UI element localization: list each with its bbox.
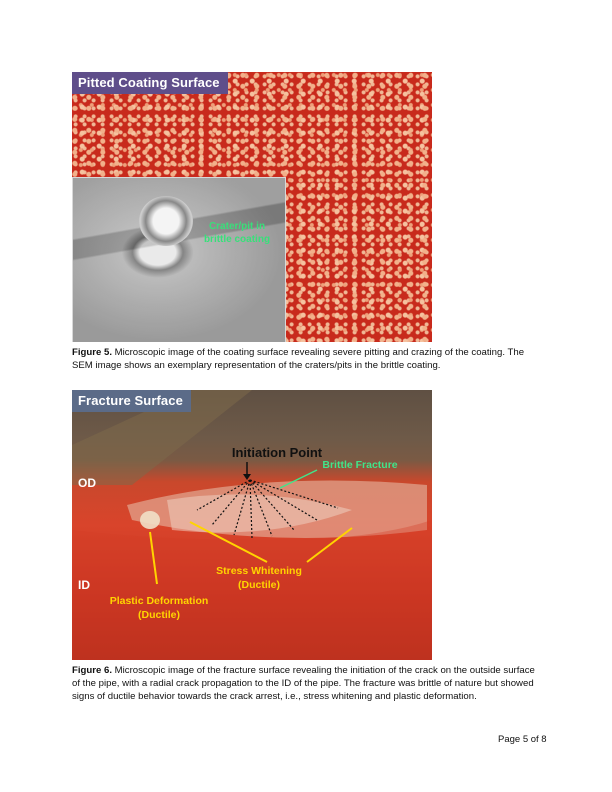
initiation-point-label: Initiation Point [231, 445, 323, 460]
brittle-fracture-label: Brittle Fracture [322, 459, 398, 471]
stress-whitening-label: Stress Whitening (Ductile) [216, 565, 302, 591]
figure-5-caption-text: Microscopic image of the coating surface revealing severe pitting and crazing of the coating. The SEM image shows an exemplary representation of the craters/pits in the brittle coating. [72, 347, 525, 371]
od-label: OD [78, 476, 96, 490]
figure-6-caption [72, 664, 542, 703]
figure-6-caption-number: Figure 6. [72, 665, 112, 676]
figure-6-label: Fracture Surface [72, 390, 191, 412]
sem-inset-image [72, 177, 286, 342]
figure-5-label: Pitted Coating Surface [72, 72, 228, 94]
figure-5-image [72, 72, 432, 342]
sem-crater-label: Crater/pit in brittle coating [203, 221, 271, 245]
plastic-deformation-label: Plastic Deformation (Ductile) [109, 595, 209, 621]
page-number: Page 5 of 8 [498, 734, 547, 745]
figure-6-caption-text: Microscopic image of the fracture surface revealing the initiation of the crack on the outside surface of the pipe, with a radial crack propagation to the ID of the pipe. The fracture was brittle of nature but showed signs of ductile behavior towards the crack arrest, i.e., stress whitening and plastic deformation. [72, 665, 535, 702]
crater-pit [139, 196, 193, 246]
id-label: ID [78, 578, 90, 592]
figure-5-caption [72, 346, 542, 372]
figure-6-image [72, 390, 432, 660]
plastic-deformation-region [140, 511, 160, 529]
figure-5-caption-number: Figure 5. [72, 347, 112, 358]
